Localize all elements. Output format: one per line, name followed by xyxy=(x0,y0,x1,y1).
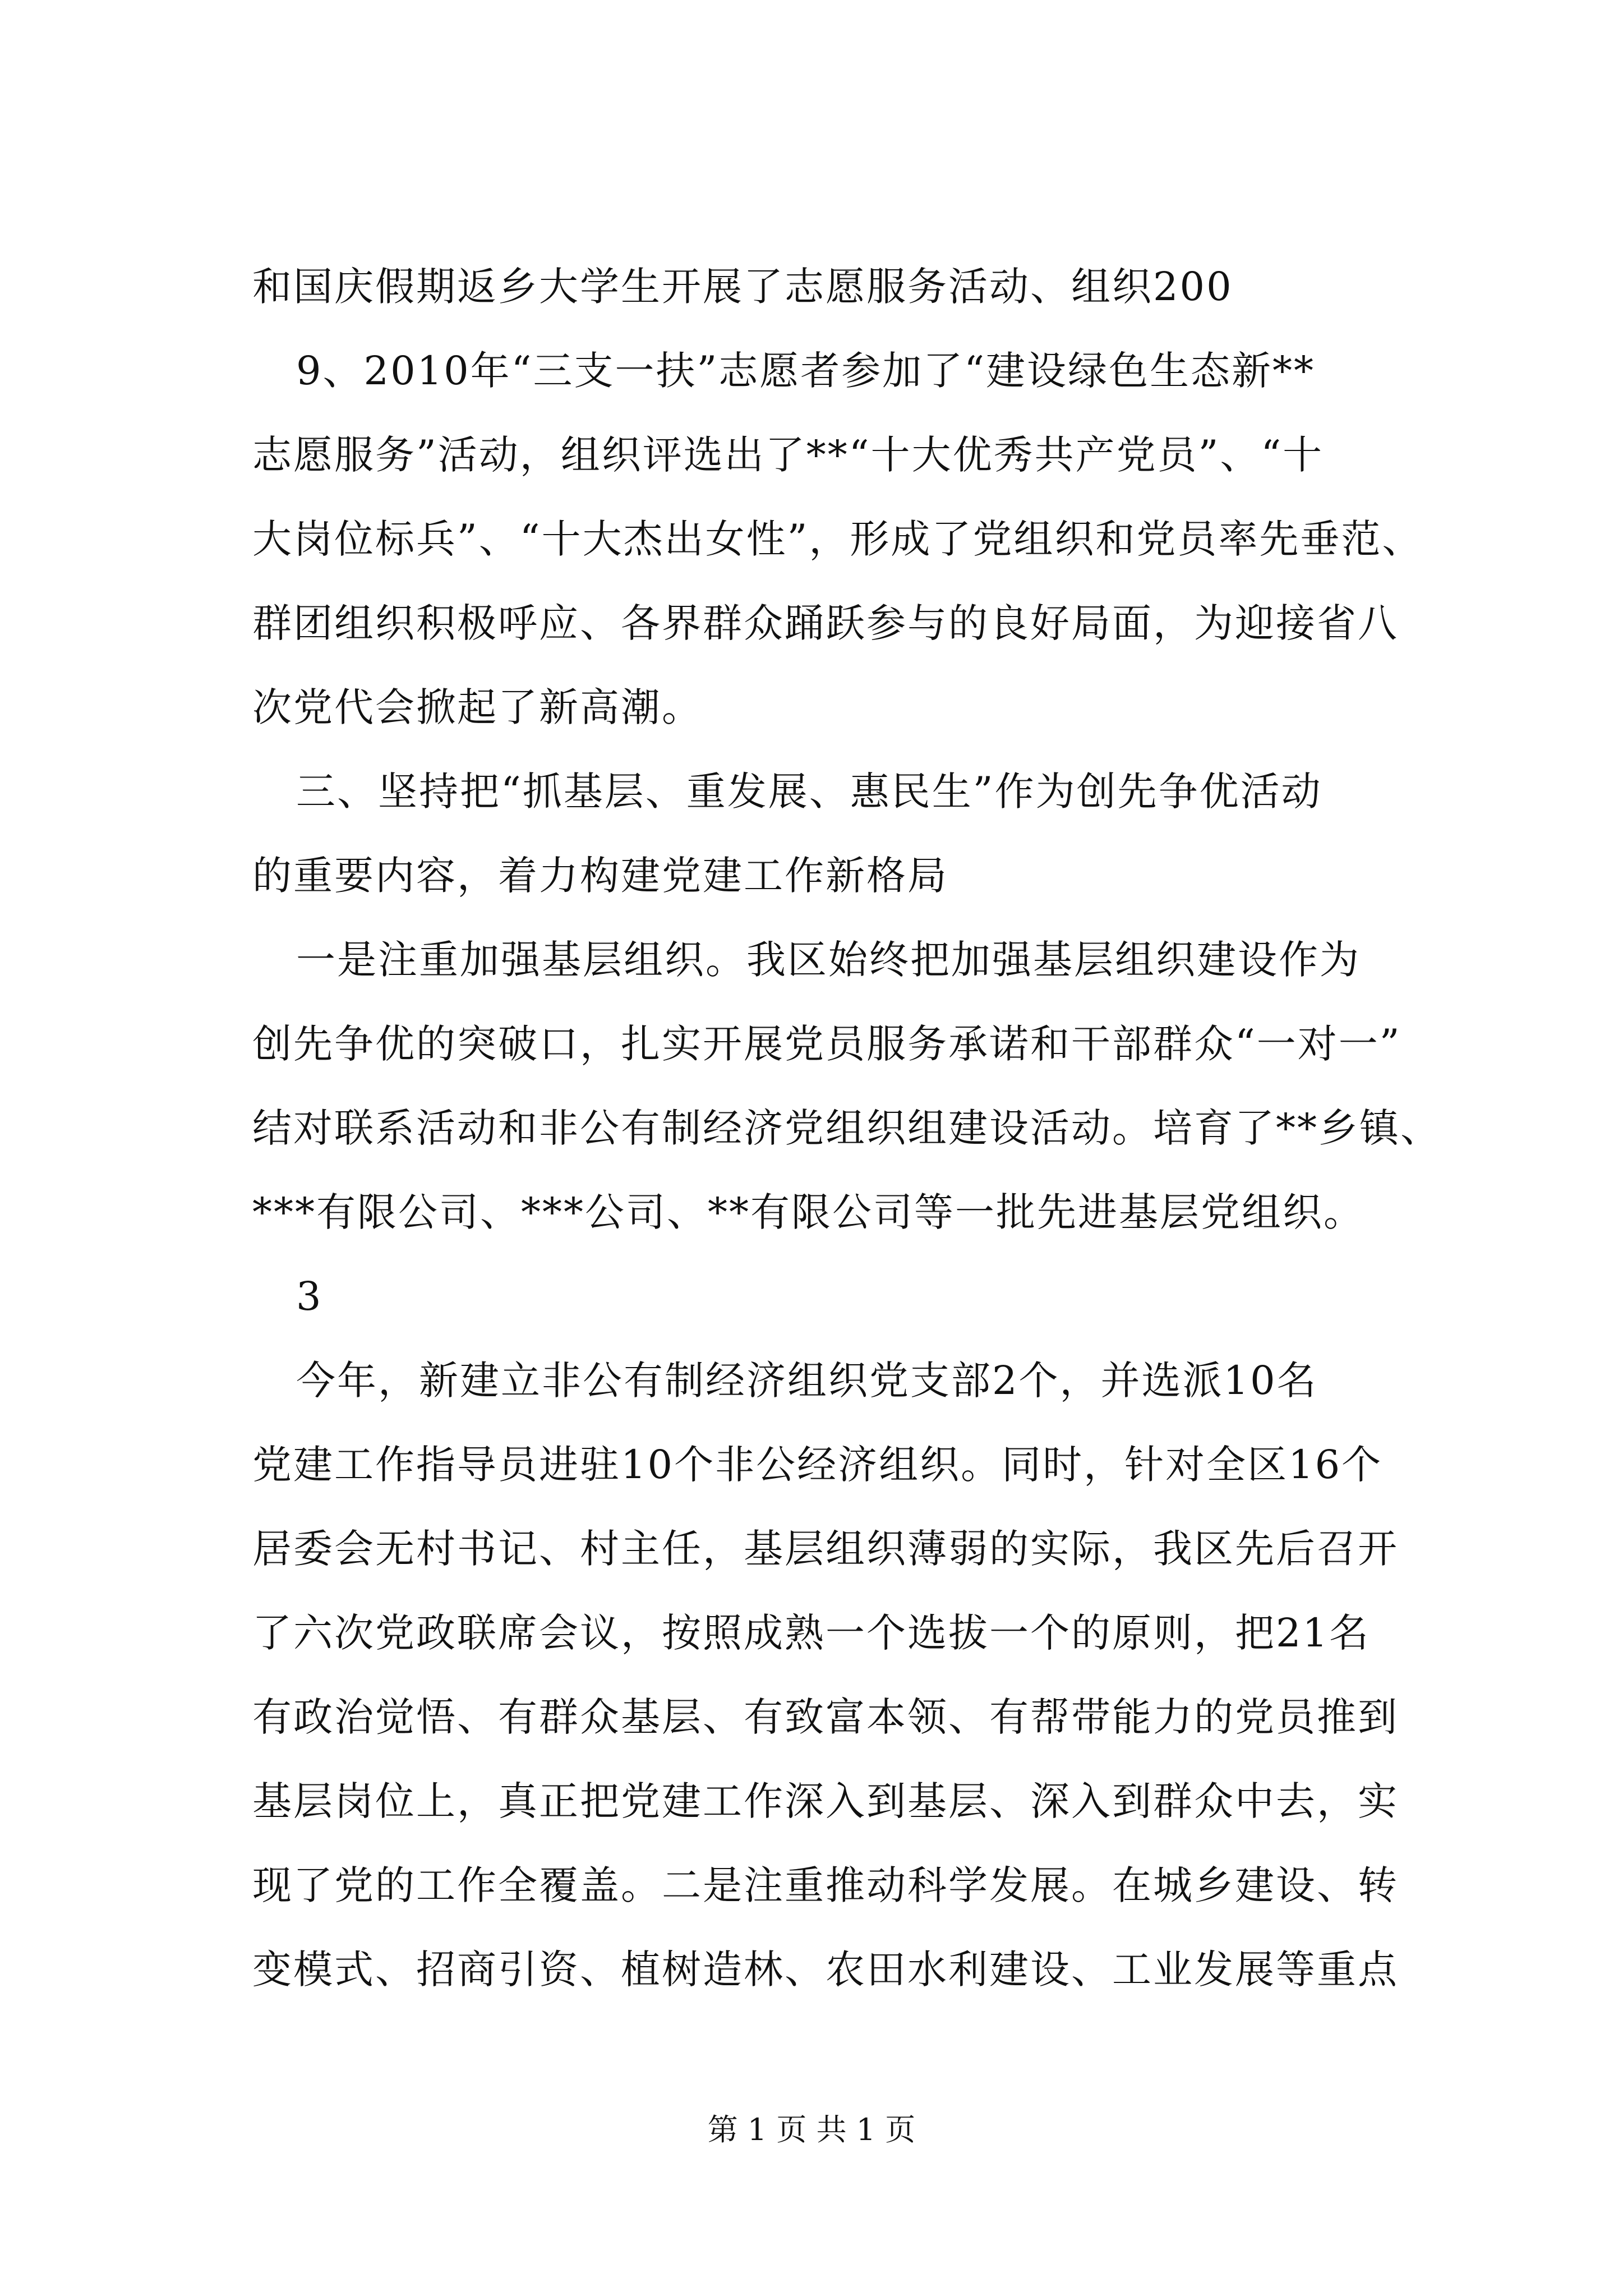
text-line-21: 变模式、招商引资、植树造林、农田水利建设、工业发展等重点 xyxy=(252,1947,1399,1993)
text-line-14: 今年，新建立非公有制经济组织党支部2个，并选派10名 xyxy=(296,1358,1318,1404)
text-line-12: ***有限公司、***公司、**有限公司等一批先进基层党组织。 xyxy=(252,1189,1364,1235)
text-line-5: 群团组织积极呼应、各界群众踊跃参与的良好局面，为迎接省八 xyxy=(252,600,1399,646)
text-line-3: 志愿服务”活动，组织评选出了**“十大优秀共产党员”、“十 xyxy=(252,432,1324,478)
text-line-20: 现了党的工作全覆盖。二是注重推动科学发展。在城乡建设、转 xyxy=(252,1862,1399,1908)
text-line-15: 党建工作指导员进驻10个非公经济组织。同时，针对全区16个 xyxy=(252,1442,1383,1488)
text-line-17: 了六次党政联席会议，按照成熟一个选拔一个的原则，把21名 xyxy=(252,1610,1371,1656)
section-heading-line-1: 三、坚持把“抓基层、重发展、惠民生”作为创先争优活动 xyxy=(296,769,1322,815)
text-line-6: 次党代会掀起了新高潮。 xyxy=(252,684,703,730)
text-line-10: 创先争优的突破口，扎实开展党员服务承诺和干部群众“一对一” xyxy=(252,1021,1401,1067)
text-line-9: 一是注重加强基层组织。我区始终把加强基层组织建设作为 xyxy=(296,937,1361,983)
text-line-18: 有政治觉悟、有群众基层、有致富本领、有帮带能力的党员推到 xyxy=(252,1694,1399,1740)
text-line-1: 和国庆假期返乡大学生开展了志愿服务活动、组织200 xyxy=(252,264,1233,310)
text-line-4: 大岗位标兵”、“十大杰出女性”，形成了党组织和党员率先垂范、 xyxy=(252,516,1423,562)
section-heading-line-2: 的重要内容，着力构建党建工作新格局 xyxy=(252,853,948,899)
inline-page-number: 3 xyxy=(296,1273,323,1319)
text-line-11: 结对联系活动和非公有制经济党组织组建设活动。培育了**乡镇、 xyxy=(252,1105,1441,1151)
page-footer: 第 1 页 共 1 页 xyxy=(707,2112,916,2147)
text-line-19: 基层岗位上，真正把党建工作深入到基层、深入到群众中去，实 xyxy=(252,1778,1399,1824)
text-line-2: 9、2010年“三支一扶”志愿者参加了“建设绿色生态新** xyxy=(296,348,1316,394)
text-line-16: 居委会无村书记、村主任，基层组织薄弱的实际，我区先后召开 xyxy=(252,1526,1399,1572)
